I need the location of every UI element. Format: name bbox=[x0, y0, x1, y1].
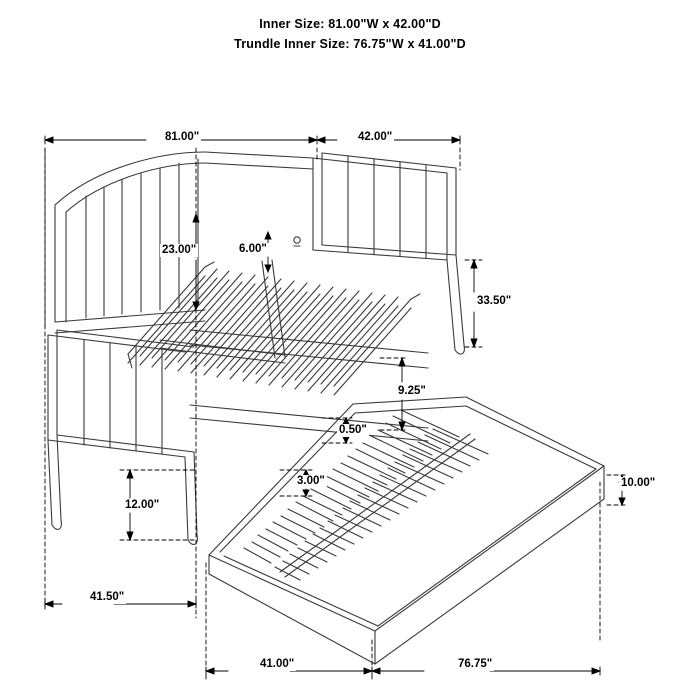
dim-label-trundle-rail: 3.00" bbox=[297, 475, 325, 487]
dim-label-overall-height: 33.50" bbox=[477, 295, 512, 307]
dim-label-trundle-height: 10.00" bbox=[621, 477, 656, 489]
dim-label-trundle-depth: 41.00" bbox=[260, 658, 295, 670]
dim-label-rail-gap: 6.00" bbox=[239, 243, 267, 255]
dim-label-leg-height: 12.00" bbox=[125, 499, 160, 511]
dim-label-headboard-height: 23.00" bbox=[162, 244, 197, 256]
dim-label-top-depth: 42.00" bbox=[358, 131, 393, 143]
dim-label-deck-height: 9.25" bbox=[398, 385, 426, 397]
inner-size-label: Inner Size: 81.00"W x 42.00"D bbox=[259, 17, 441, 31]
trundle-inner-size-label: Trundle Inner Size: 76.75"W x 41.00"D bbox=[234, 37, 466, 51]
dim-label-clearance: 0.50" bbox=[339, 424, 367, 436]
dim-label-overall-depth: 41.50" bbox=[90, 591, 125, 603]
dim-label-trundle-width: 76.75" bbox=[458, 658, 493, 670]
dim-label-top-width: 81.00" bbox=[165, 131, 200, 143]
